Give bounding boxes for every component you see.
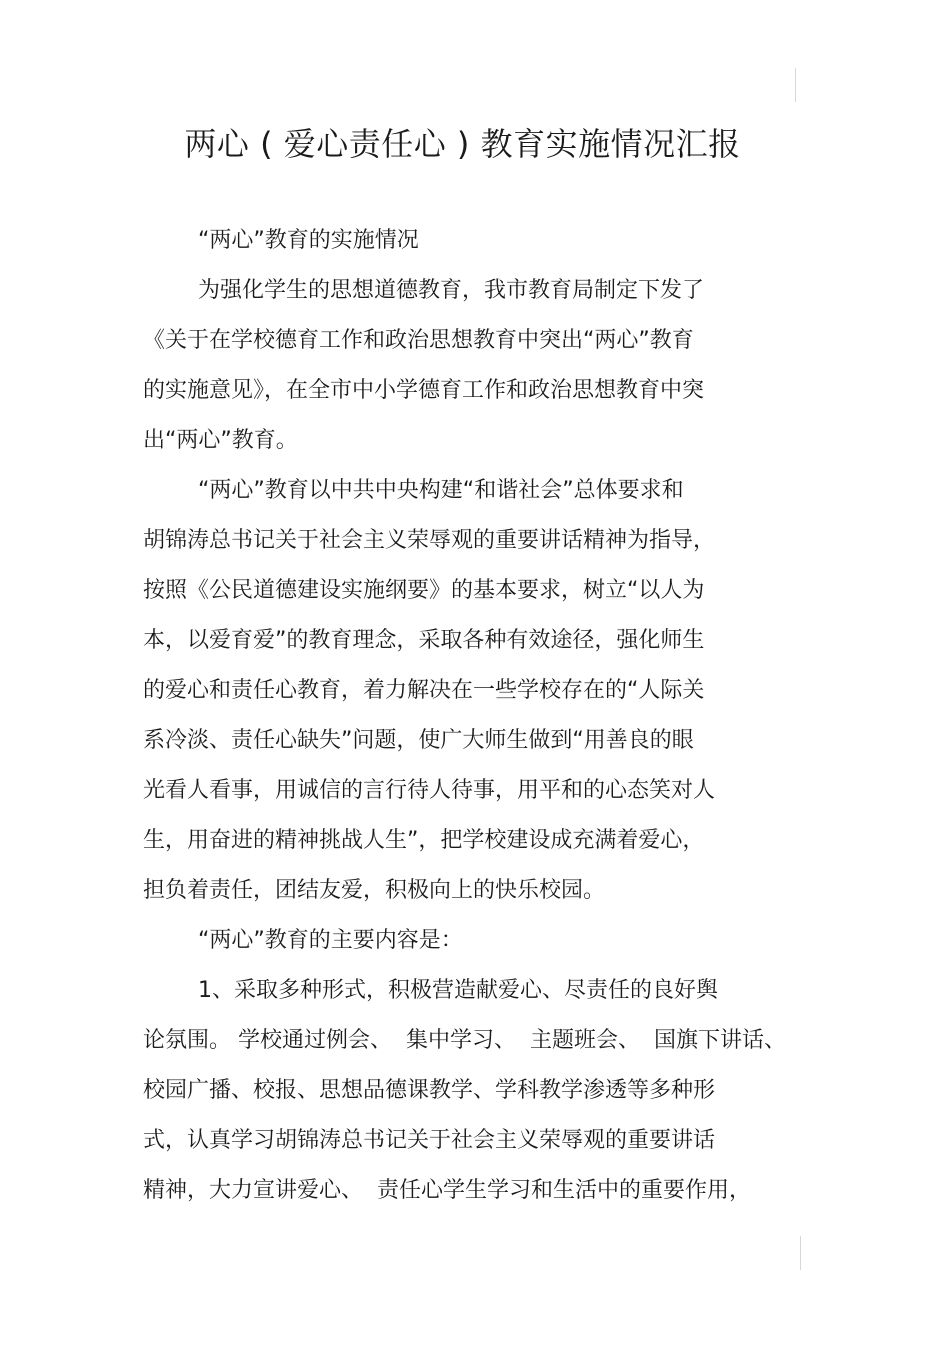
paragraph-line: 光看人看事，用诚信的言行待人待事，用平和的心态笑对人 <box>143 778 716 803</box>
section-heading: “两心”教育的主要内容是： <box>198 928 463 953</box>
paragraph-line: 为强化学生的思想道德教育，我市教育局制定下发了 <box>198 278 705 303</box>
paragraph-line: 系冷淡、责任心缺失”问题，使广大师生做到“用善良的眼 <box>143 728 694 753</box>
paragraph-line: 担负着责任，团结友爱，积极向上的快乐校园。 <box>143 878 606 903</box>
paragraph-line: 生，用奋进的精神挑战人生”，把学校建设成充满着爱心， <box>143 828 705 853</box>
paragraph-line: 本，以爱育爱”的教育理念，采取各种有效途径，强化师生 <box>143 628 705 653</box>
paragraph-line: 的实施意见》，在全市中小学德育工作和政治思想教育中突 <box>143 378 705 403</box>
paragraph-line: 《关于在学校德育工作和政治思想教育中突出“两心”教育 <box>143 328 694 353</box>
document-title: 两心 ( 爱心责任心 ) 教育实施情况汇报 <box>184 125 741 163</box>
paragraph-line: 胡锦涛总书记关于社会主义荣辱观的重要讲话精神为指导， <box>143 528 716 553</box>
paragraph-line: 校园广播、校报、思想品德课教学、学科教学渗透等多种形 <box>143 1078 716 1103</box>
paragraph-line: 式，认真学习胡锦涛总书记关于社会主义荣辱观的重要讲话 <box>143 1128 716 1153</box>
section-heading: “两心”教育的实施情况 <box>198 228 419 253</box>
paragraph-line: 按照《公民道德建设实施纲要》的基本要求，树立“以人为 <box>143 578 705 603</box>
paragraph-line: 1、采取多种形式，积极营造献爱心、尽责任的良好舆 <box>198 978 718 1003</box>
page-corner-mark <box>800 1236 801 1270</box>
paragraph-line: 论氛围。 学校通过例会、 集中学习、 主题班会、 国旗下讲话、 <box>143 1028 786 1053</box>
paragraph-line: 的爱心和责任心教育，着力解决在一些学校存在的“人际关 <box>143 678 705 703</box>
paragraph-line: 出“两心”教育。 <box>143 428 298 453</box>
paragraph-line: 精神，大力宣讲爱心、 责任心学生学习和生活中的重要作用， <box>143 1178 751 1203</box>
paragraph-line: “两心”教育以中共中央构建“和谐社会”总体要求和 <box>198 478 684 503</box>
page-corner-mark <box>795 68 796 102</box>
